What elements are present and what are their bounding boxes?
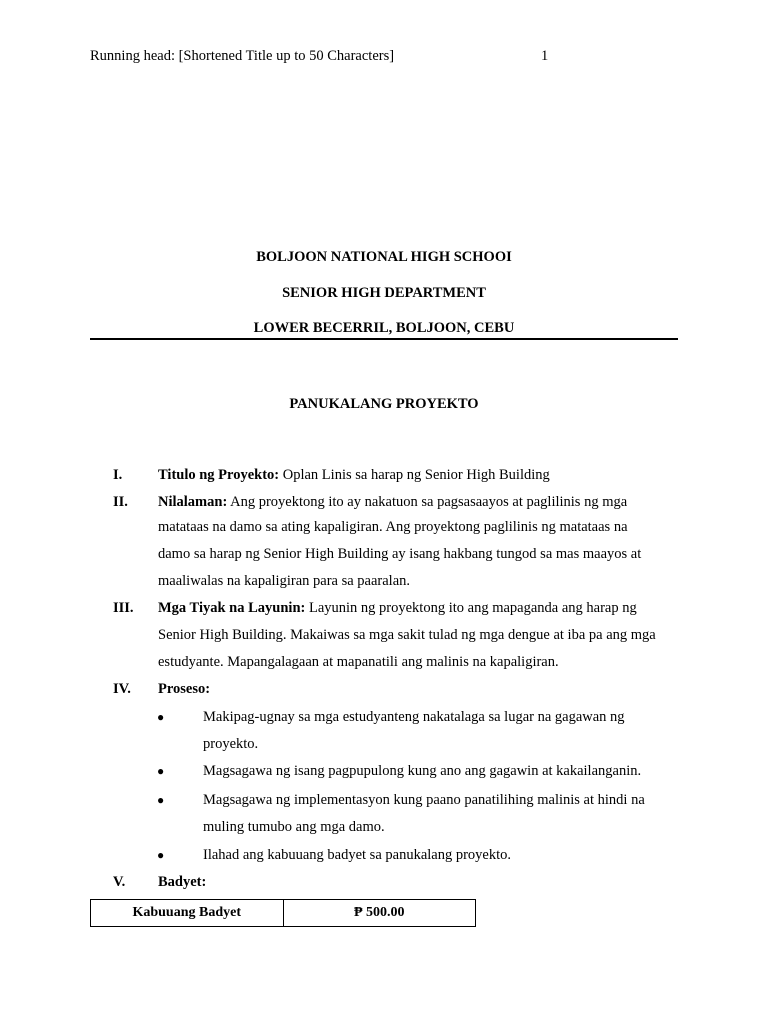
table-row [91, 900, 476, 927]
section-title-line [158, 467, 550, 484]
list-item-continuation: muling tumubo ang mga damo. [203, 819, 385, 835]
section-text: Ang proyektong ito ay nakatuon sa pagsasaayos at paglilinis ng mga [227, 494, 628, 510]
section-text: Layunin ng proyektong ito ang mapaganda ang harap ng [305, 600, 637, 616]
paragraph-line: damo sa harap ng Senior High Building ay isang hakbang tungod sa mas maayos at [158, 546, 642, 562]
section-label: Proseso: [158, 681, 211, 697]
school-name: BOLJOON NATIONAL HIGH SCHOOI [256, 249, 512, 265]
section-label: Badyet: [158, 874, 207, 890]
section-text: Oplan Linis sa harap ng Senior High Building [279, 467, 550, 483]
section-label: Titulo ng Proyekto: [158, 467, 280, 483]
budget-label-cell: Kabuuang Badyet [91, 900, 284, 927]
paragraph-line: matataas na damo sa ating kapaligiran. Ang proyektong paglilinis ng matataas na [158, 519, 628, 535]
list-item: Magsagawa ng implementasyon kung paano panatilihing malinis at hindi na [203, 792, 645, 808]
bullet-icon: ● [157, 764, 165, 778]
page-number: 1 [541, 48, 549, 64]
paragraph-line: maaliwalas na kapaligiran para sa paaralan. [158, 573, 411, 589]
section-number: II. [113, 494, 128, 510]
section-number: IV. [113, 681, 131, 697]
running-head: Running head: [Shortened Title up to 50 Characters] [90, 48, 395, 64]
budget-amount-cell: ₱ 500.00 [283, 900, 476, 927]
section-number: III. [113, 600, 134, 616]
school-department: SENIOR HIGH DEPARTMENT [282, 285, 486, 301]
section-objectives-line [158, 600, 637, 617]
bullet-icon: ● [157, 710, 165, 724]
paragraph-line: estudyante. Mapangalagaan at mapanatili ang malinis na kapaligiran. [158, 654, 559, 670]
section-label: Mga Tiyak na Layunin: [158, 600, 306, 616]
budget-table [90, 899, 476, 927]
section-contents-line [158, 494, 627, 511]
school-address: LOWER BECERRIL, BOLJOON, CEBU [253, 320, 515, 336]
section-number: I. [113, 467, 123, 483]
section-label: Nilalaman: [158, 494, 228, 510]
bullet-icon: ● [157, 848, 165, 862]
header-divider [90, 338, 678, 340]
section-number: V. [113, 874, 126, 890]
document-title: PANUKALANG PROYEKTO [289, 396, 479, 412]
paragraph-line: Senior High Building. Makaiwas sa mga sakit tulad ng mga dengue at iba pa ang mga [158, 627, 656, 643]
list-item-continuation: proyekto. [203, 736, 259, 752]
list-item: Makipag-ugnay sa mga estudyanteng nakatalaga sa lugar na gagawan ng [203, 709, 625, 725]
bullet-icon: ● [157, 793, 165, 807]
list-item: Magsagawa ng isang pagpupulong kung ano ang gagawin at kakailanganin. [203, 763, 642, 779]
list-item: Ilahad ang kabuuang badyet sa panukalang proyekto. [203, 847, 512, 863]
